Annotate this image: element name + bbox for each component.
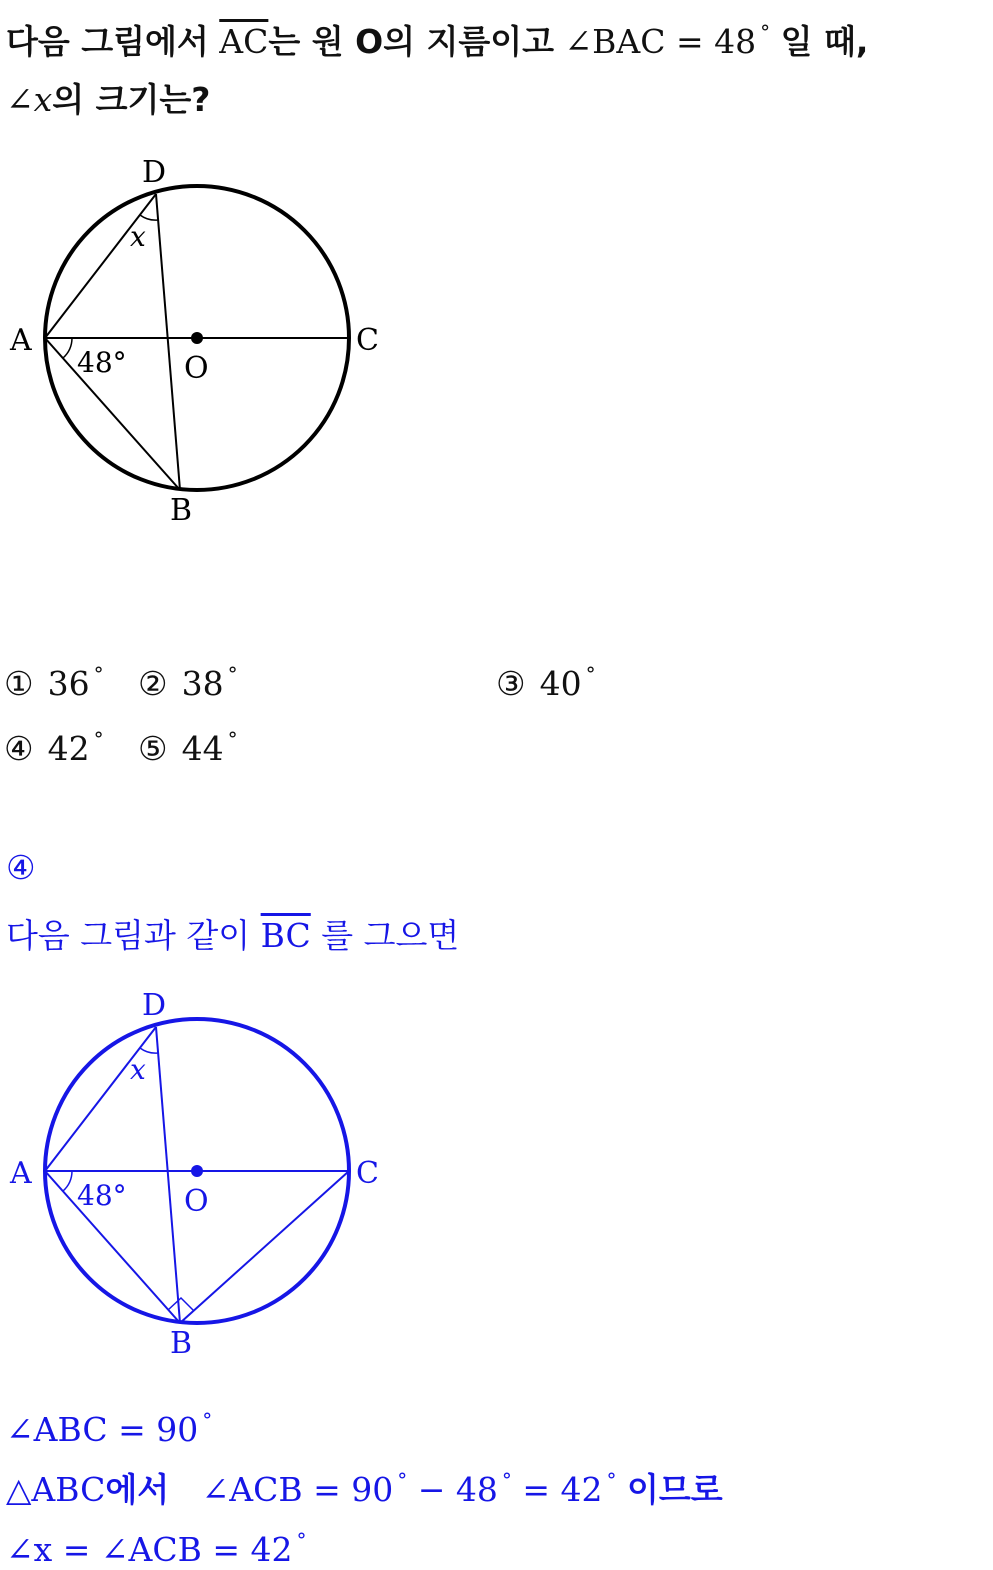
answer-line-1 [6,916,459,956]
answer-number: ④ [6,848,36,887]
label-c: C [356,1156,379,1191]
degree-sign: ° [93,727,104,751]
question-text-2: 는 원 O의 지름이고 [268,22,555,61]
label-a: A [10,323,32,358]
degree-sign: ° [227,662,238,686]
choice-2-number: ② [138,664,168,703]
degree-sign: ° [606,1468,617,1492]
label-a: A [10,1156,32,1191]
choice-5-value: 44 [181,729,224,768]
step-2-text-2: 이므로 [626,1470,723,1509]
degree-sign: ° [202,1408,213,1432]
label-o: O [184,351,209,386]
question-line-1 [6,12,868,62]
step-1-expr: ∠ABC = 90 [6,1410,199,1449]
triangle-abc: △ABC [6,1470,106,1509]
answer-text-1: 다음 그림과 같이 [6,916,251,955]
choice-3-value: 40 [539,664,582,703]
angle-bac-expr: ∠BAC = 48 [564,22,757,61]
degree-sign: ° [227,727,238,751]
right-angle-mark [168,1298,194,1311]
label-b: B [170,493,193,528]
angle-acb-expr: ∠ACB = 90 [201,1470,394,1509]
degree-sign: ° [397,1468,408,1492]
degree-sign: ° [93,662,104,686]
label-x: x [130,1053,146,1086]
angle-x: ∠x [6,80,53,119]
angle-arc-a [63,338,72,358]
label-b: B [170,1326,193,1361]
label-d: D [142,155,167,190]
question-text-1: 다음 그림에서 [6,22,209,61]
center-point [191,332,203,344]
question-line-2 [6,80,210,120]
step-3-expr: ∠x = ∠ACB = 42 [6,1530,293,1569]
degree-sign: ° [501,1468,512,1492]
question-figure [0,150,400,530]
solution-step-3 [6,1520,307,1570]
label-o: O [184,1184,209,1219]
solution-step-2 [6,1460,723,1510]
segment-ac: $\overline{AC}$ [219,22,269,61]
choice-3-number: ③ [496,664,526,703]
choice-1-value: 36 [47,664,90,703]
choice-5-number: ⑤ [138,729,168,768]
angle-arc-a [63,1171,72,1191]
choice-4[interactable] [4,719,104,769]
segment-bc: $\overline{BC}$ [260,916,311,955]
label-x: x [130,220,146,253]
choice-2[interactable] [138,654,238,704]
choice-5[interactable] [138,719,238,769]
answer-figure [0,983,400,1363]
choice-4-value: 42 [47,729,90,768]
center-point [191,1165,203,1177]
question-text-3: 일 때, [780,22,869,61]
minus-48: − 48 [417,1470,498,1509]
label-c: C [356,323,379,358]
choice-1[interactable] [4,654,104,704]
chord-db [156,194,180,490]
choice-2-value: 38 [181,664,224,703]
answer-text-2: 를 그으면 [321,916,460,955]
label-48: 48° [77,1179,127,1212]
degree-sign: ° [296,1528,307,1552]
degree-sign: ° [585,662,596,686]
chord-db [156,1027,180,1323]
degree-sign: ° [760,20,771,44]
choice-1-number: ① [4,664,34,703]
choice-3[interactable] [496,654,596,704]
label-d: D [142,988,167,1023]
solution-step-1 [6,1400,212,1450]
equals-42: = 42 [522,1470,603,1509]
question-text-4: 의 크기는? [52,80,211,119]
step-2-text-1: 에서 [105,1470,170,1509]
choice-4-number: ④ [4,729,34,768]
label-48: 48° [77,346,127,379]
